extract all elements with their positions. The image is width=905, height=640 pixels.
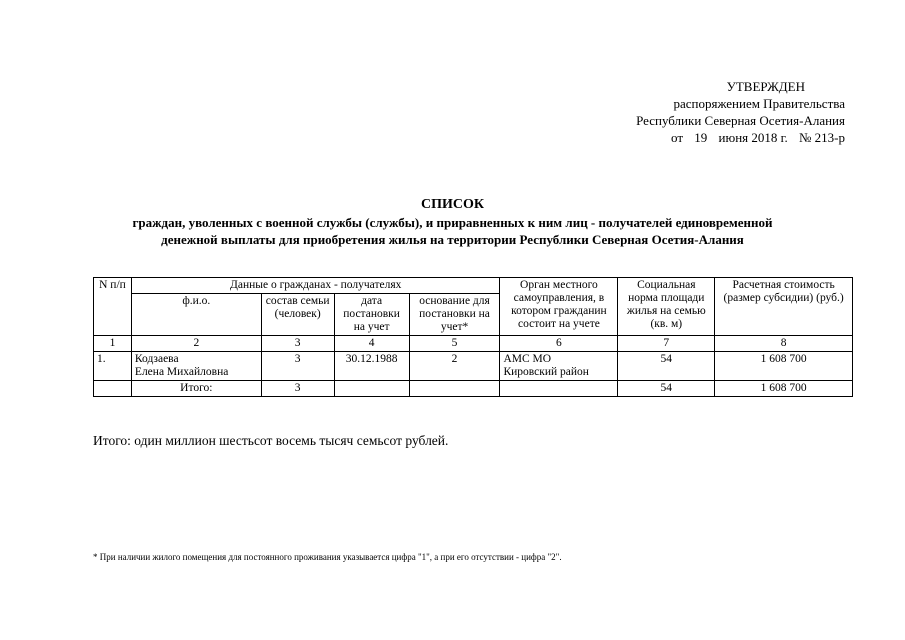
approval-title: УТВЕРЖДЕН — [726, 79, 805, 94]
total-cost: 1 608 700 — [715, 381, 853, 397]
footnote: * При наличии жилого помещения для постоянного проживания указывается цифра "1", а при его отсутствии - цифра "2". — [93, 552, 562, 562]
row-organ — [500, 352, 618, 381]
row-organ-line-2: Кировский район — [503, 366, 589, 378]
approval-line-3: Республики Северная Осетия-Алания — [636, 113, 845, 128]
row-organ-line-1: АМС МО — [503, 353, 552, 365]
header-fio: ф.и.о. — [131, 294, 261, 336]
column-number: 7 — [618, 336, 715, 352]
header-row-1 — [94, 278, 853, 294]
header-citizen-data: Данные о гражданах - получателях — [131, 278, 500, 294]
header-basis: основание для постановки на учет* — [409, 294, 500, 336]
header-family: состав семьи (человек) — [261, 294, 334, 336]
approval-month-year: июня 2018 г. — [718, 130, 788, 145]
document-title — [0, 196, 905, 248]
total-empty — [94, 381, 132, 397]
column-numbers-row — [94, 336, 853, 352]
approval-date-line — [545, 129, 845, 146]
total-row — [94, 381, 853, 397]
approval-number: № 213-р — [799, 130, 845, 145]
column-number: 2 — [131, 336, 261, 352]
approval-block — [545, 78, 845, 146]
column-number: 4 — [334, 336, 409, 352]
total-family: 3 — [261, 381, 334, 397]
column-number: 3 — [261, 336, 334, 352]
row-cost: 1 608 700 — [715, 352, 853, 381]
row-fio-surname: Кодзаева — [134, 353, 179, 365]
total-in-words: Итого: один миллион шестьсот восемь тысяч семьсот рублей. — [93, 433, 449, 448]
title-heading: СПИСОК — [420, 197, 485, 212]
row-date: 30.12.1988 — [334, 352, 409, 381]
approval-date-prefix: от — [671, 130, 684, 145]
approval-line-2: распоряжением Правительства — [673, 96, 845, 111]
total-empty — [500, 381, 618, 397]
row-norm: 54 — [618, 352, 715, 381]
approval-day: 19 — [694, 130, 708, 145]
column-number: 1 — [94, 336, 132, 352]
header-date: дата постановки на учет — [334, 294, 409, 336]
header-norm: Социальная норма площади жилья на семью (кв. м) — [618, 278, 715, 336]
column-number: 5 — [409, 336, 500, 352]
total-empty — [409, 381, 500, 397]
header-cost: Расчетная стоимость (размер субсидии) (руб.) — [715, 278, 853, 336]
title-subtitle-line-1: граждан, уволенных с военной службы (службы), и приравненных к ним лиц - получателей единовременной — [132, 215, 773, 230]
header-num: N п/п — [94, 278, 132, 336]
column-number: 6 — [500, 336, 618, 352]
column-number: 8 — [715, 336, 853, 352]
recipients-table — [93, 277, 853, 397]
table-row — [94, 352, 853, 381]
total-norm: 54 — [618, 381, 715, 397]
title-subtitle-line-2: денежной выплаты для приобретения жилья на территории Республики Северная Осетия-Алания — [161, 232, 744, 247]
header-organ: Орган местного самоуправления, в котором гражданин состоит на учете — [500, 278, 618, 336]
total-empty — [334, 381, 409, 397]
row-basis: 2 — [409, 352, 500, 381]
row-family: 3 — [261, 352, 334, 381]
total-label: Итого: — [131, 381, 261, 397]
row-fio — [131, 352, 261, 381]
row-fio-name: Елена Михайловна — [134, 366, 229, 378]
row-num: 1. — [94, 352, 132, 381]
